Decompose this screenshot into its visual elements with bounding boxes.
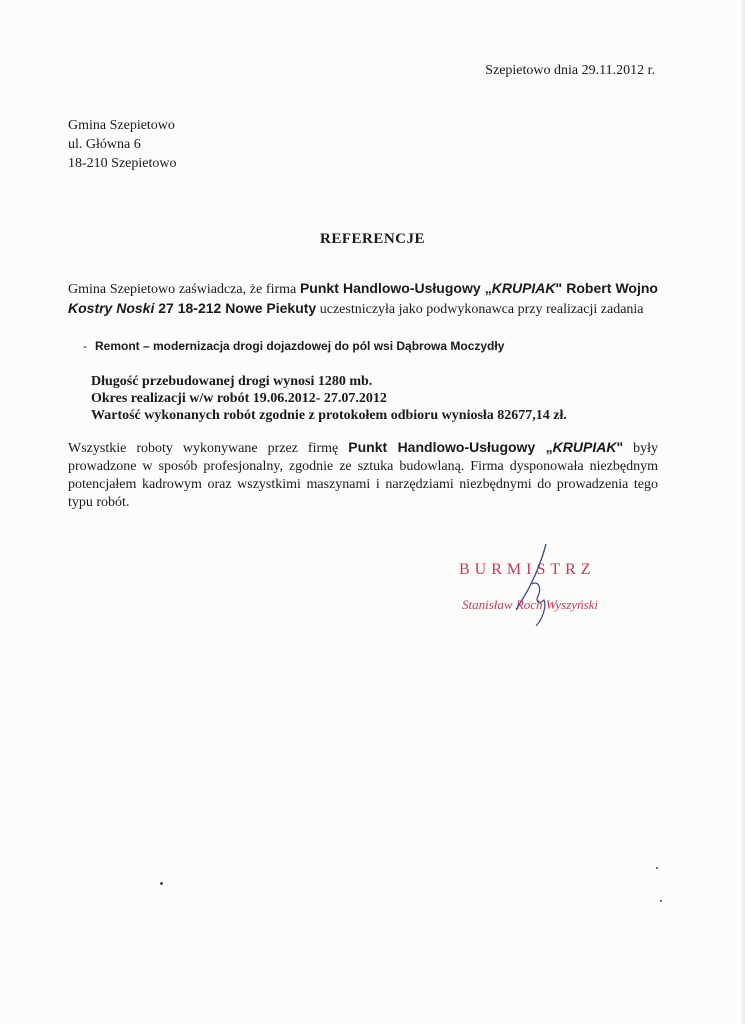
stamp-name: Stanisław Roch Wyszyński xyxy=(462,597,599,612)
intro-paragraph xyxy=(68,279,658,319)
fact-length: Długość przebudowanej drogi wynosi 1280 mb. xyxy=(91,374,373,389)
company-label: Punkt Handlowo-Usługowy „ xyxy=(299,280,492,296)
stamp-title: BURMISTRZ xyxy=(459,561,596,578)
closing-text-end: były prowadzone w sposób profesjonalny, zgodnie ze sztuka budowlaną. Firma dysponowała niezbędnym potencjałem kadrowym oraz wszystkimi maszynami i narzędziami niezbędnymi do prowadzenia tego typu robót. xyxy=(68,441,658,510)
intro-text-start: Gmina Szepietowo zaświadcza, że firma xyxy=(68,282,300,297)
recipient-line-3: 18-210 Szepietowo xyxy=(68,156,177,171)
recipient-address xyxy=(68,116,176,173)
closing-text-start: Wszystkie roboty wykonywane przez firmę xyxy=(68,441,349,456)
task-item xyxy=(83,339,504,353)
facts-block xyxy=(91,373,567,424)
fact-value: Wartość wykonanych robót zgodnie z protokołem odbioru wyniosła 82677,14 zł. xyxy=(91,408,567,423)
scan-speck xyxy=(660,900,662,902)
closing-paragraph xyxy=(68,438,658,512)
handwritten-signature-icon xyxy=(502,540,572,640)
task-dash: - xyxy=(83,339,87,353)
fact-period: Okres realizacji w/w robót 19.06.2012- 27.07.2012 xyxy=(91,391,387,406)
recipient-line-2: ul. Główna 6 xyxy=(68,137,141,152)
company-name: KRUPIAK xyxy=(491,280,556,296)
scan-speck xyxy=(160,882,163,885)
recipient-line-1: Gmina Szepietowo xyxy=(68,118,175,133)
closing-company-label: Punkt Handlowo-Usługowy „ xyxy=(348,439,553,455)
task-label: Remont – modernizacja drogi dojazdowej do pól wsi Dąbrowa Moczydły xyxy=(95,339,505,353)
intro-text-end: uczestniczyła jako podwykonawca przy realizacji zadania xyxy=(316,302,644,317)
closing-company-name: KRUPIAK xyxy=(552,439,617,455)
scan-speck xyxy=(656,867,658,869)
document-title: REFERENCJE xyxy=(319,231,425,247)
document-date: Szepietowo dnia 29.11.2012 r. xyxy=(485,63,655,78)
company-address-locality: Kostry Noski xyxy=(68,300,155,316)
closing-company-tail: " xyxy=(616,439,624,455)
company-owner: " Robert Wojno xyxy=(555,280,658,296)
company-address-rest: 27 18-212 Nowe Piekuty xyxy=(154,300,317,316)
